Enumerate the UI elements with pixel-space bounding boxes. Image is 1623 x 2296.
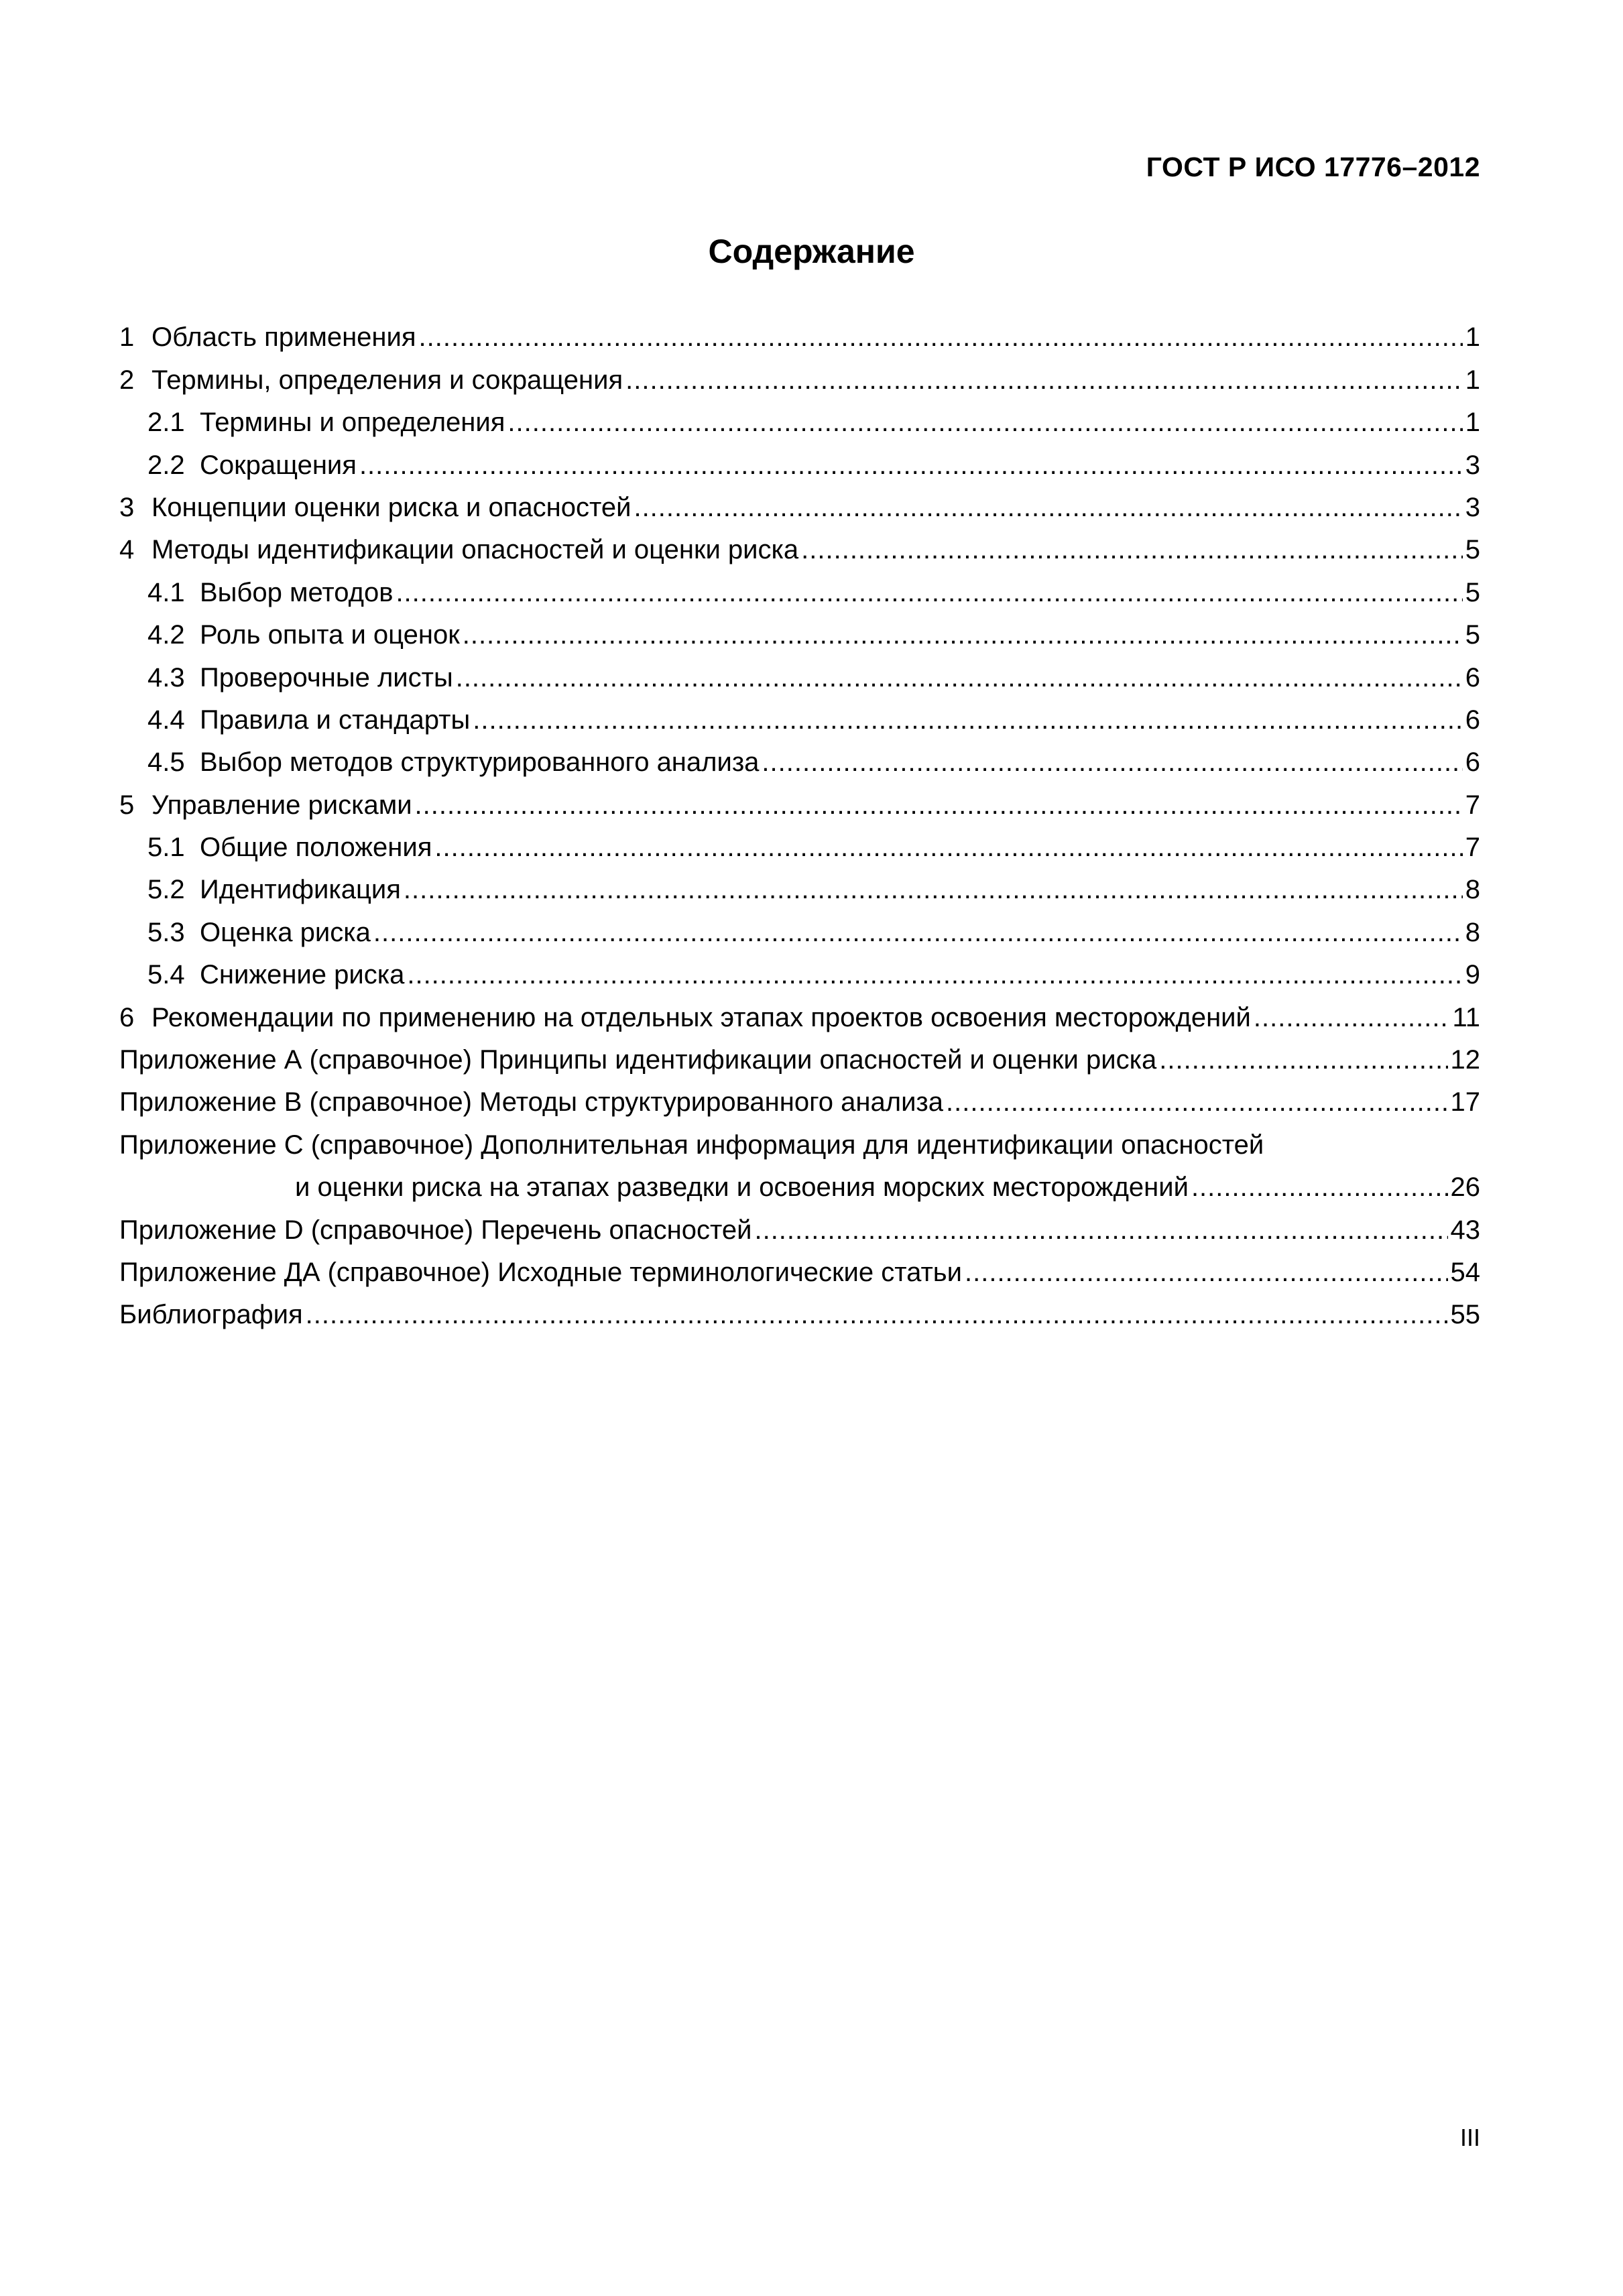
toc-entry-number: 2.1 (147, 408, 185, 438)
dot-leader (1191, 1170, 1448, 1204)
toc-entry[interactable] (119, 694, 1480, 737)
toc-entry-title: Область применения (152, 322, 416, 353)
dot-leader (359, 448, 1463, 482)
dot-leader (473, 703, 1463, 737)
toc-entry-number: 1 (119, 322, 135, 353)
toc-entry[interactable] (119, 906, 1480, 949)
toc-entry-page: 43 (1450, 1215, 1480, 1245)
toc-entry[interactable] (119, 822, 1480, 864)
dot-leader (946, 1085, 1447, 1119)
dot-leader (463, 618, 1463, 652)
toc-entry-page: 54 (1450, 1257, 1480, 1287)
toc-entry-page: 6 (1465, 747, 1480, 778)
toc-entry-page: 26 (1450, 1172, 1480, 1203)
dot-leader (415, 788, 1463, 822)
dot-leader (801, 533, 1463, 566)
toc-entry-page: 1 (1465, 322, 1480, 353)
dot-leader (634, 491, 1462, 524)
toc-entry-appendix-c[interactable] (119, 1119, 1480, 1161)
table-of-contents (119, 312, 1480, 1331)
toc-entry-title: Роль опыта и оценок (200, 620, 460, 650)
toc-entry-number: 4.5 (147, 747, 185, 778)
toc-entry-page: 9 (1465, 960, 1480, 990)
toc-entry-page: 8 (1465, 875, 1480, 905)
dot-leader (1159, 1043, 1447, 1077)
toc-entry-title: Приложение ДА (справочное) Исходные терминологические статьи (119, 1257, 962, 1287)
toc-entry-title: Оценка риска (200, 917, 371, 947)
toc-entry[interactable] (119, 609, 1480, 652)
toc-entry-number: 5.4 (147, 960, 185, 990)
toc-entry-title: Приложение С (справочное) Дополнительная информация для идентификации опасностей (119, 1130, 1264, 1160)
toc-entry-number: 5.1 (147, 833, 185, 863)
toc-entry-number: 5.3 (147, 917, 185, 947)
dot-leader (754, 1213, 1447, 1247)
toc-entry-title: Методы идентификации опасностей и оценки риска (152, 535, 799, 565)
toc-entry-page: 6 (1465, 705, 1480, 735)
dot-leader (306, 1298, 1448, 1331)
toc-entry-page: 3 (1465, 450, 1480, 480)
toc-entry-number: 2.2 (147, 450, 185, 480)
toc-entry[interactable] (119, 864, 1480, 906)
toc-entry-title: Правила и стандарты (200, 705, 471, 735)
toc-entry-appendix-da[interactable] (119, 1247, 1480, 1289)
toc-entry-number: 4 (119, 535, 135, 565)
toc-entry-number: 4.1 (147, 577, 185, 607)
toc-entry-page: 17 (1450, 1087, 1480, 1117)
toc-entry-number: 6 (119, 1002, 135, 1032)
toc-entry-page: 8 (1465, 917, 1480, 947)
dot-leader (762, 745, 1462, 779)
toc-entry-title: Приложение А (справочное) Принципы идентификации опасностей и оценки риска (119, 1045, 1157, 1075)
toc-entry-number: 5.2 (147, 875, 185, 905)
toc-entry[interactable] (119, 737, 1480, 779)
toc-entry-page: 55 (1450, 1300, 1480, 1330)
toc-entry-number: 2 (119, 365, 135, 395)
toc-entry[interactable] (119, 779, 1480, 821)
toc-entry[interactable] (119, 312, 1480, 354)
toc-entry-title: Выбор методов структурированного анализа (200, 747, 760, 778)
toc-entry[interactable] (119, 566, 1480, 609)
toc-entry-title: Приложение D (справочное) Перечень опасностей (119, 1215, 752, 1245)
toc-entry[interactable] (119, 439, 1480, 481)
toc-entry-number: 4.4 (147, 705, 185, 735)
toc-entry-page: 7 (1465, 790, 1480, 820)
dot-leader (456, 661, 1463, 694)
dot-leader (965, 1256, 1448, 1289)
toc-entry-title: Снижение риска (200, 960, 405, 990)
toc-entry-number: 3 (119, 492, 135, 522)
dot-leader (507, 406, 1462, 439)
dot-leader (1254, 1001, 1450, 1034)
toc-entry[interactable] (119, 652, 1480, 694)
toc-entry-page: 6 (1465, 662, 1480, 692)
toc-entry-title: Общие положения (200, 833, 432, 863)
toc-entry-title: Управление рисками (152, 790, 412, 820)
toc-entry-title: Библиография (119, 1300, 303, 1330)
toc-entry-page: 5 (1465, 577, 1480, 607)
toc-entry-number: 4.2 (147, 620, 185, 650)
toc-entry-appendix-a[interactable] (119, 1034, 1480, 1077)
toc-entry[interactable] (119, 991, 1480, 1034)
toc-entry[interactable] (119, 524, 1480, 566)
toc-entry-title: Концепции оценки риска и опасностей (152, 492, 632, 522)
toc-entry-page: 7 (1465, 833, 1480, 863)
dot-leader (625, 363, 1463, 397)
toc-entry-bibliography[interactable] (119, 1289, 1480, 1331)
toc-entry[interactable] (119, 482, 1480, 524)
toc-entry-number: 5 (119, 790, 135, 820)
toc-entry-title: Сокращения (200, 450, 357, 480)
dot-leader (404, 873, 1463, 906)
toc-entry-title: Выбор методов (200, 577, 394, 607)
toc-entry-title-continuation: и оценки риска на этапах разведки и освоения морских месторождений (295, 1172, 1189, 1203)
toc-entry-appendix-b[interactable] (119, 1077, 1480, 1119)
toc-entry[interactable] (119, 397, 1480, 439)
toc-entry-title: Рекомендации по применению на отдельных этапах проектов освоения месторождений (152, 1002, 1251, 1032)
toc-entry-appendix-d[interactable] (119, 1204, 1480, 1246)
dot-leader (419, 320, 1463, 354)
dot-leader (396, 576, 1462, 609)
page-number: III (1459, 2124, 1480, 2151)
toc-entry-page: 5 (1465, 535, 1480, 565)
toc-title: Содержание (708, 233, 915, 270)
toc-entry-page: 1 (1465, 408, 1480, 438)
toc-entry-page: 1 (1465, 365, 1480, 395)
toc-entry-appendix-c-continuation[interactable] (119, 1162, 1480, 1204)
toc-entry-title: Термины и определения (200, 408, 505, 438)
toc-entry-title: Термины, определения и сокращения (152, 365, 623, 395)
toc-entry[interactable] (119, 354, 1480, 396)
toc-entry-title: Идентификация (200, 875, 401, 905)
toc-entry-number: 4.3 (147, 662, 185, 692)
toc-entry-page: 11 (1452, 1002, 1480, 1032)
toc-entry-page: 12 (1450, 1045, 1480, 1075)
dot-leader (407, 958, 1462, 991)
toc-entry-title: Приложение В (справочное) Методы структурированного анализа (119, 1087, 944, 1117)
toc-entry-page: 5 (1465, 620, 1480, 650)
dot-leader (434, 831, 1462, 864)
standard-code: ГОСТ Р ИСО 17776–2012 (1146, 152, 1480, 182)
dot-leader (373, 916, 1463, 949)
toc-entry-page: 3 (1465, 492, 1480, 522)
toc-entry-title: Проверочные листы (200, 662, 453, 692)
toc-entry[interactable] (119, 949, 1480, 991)
